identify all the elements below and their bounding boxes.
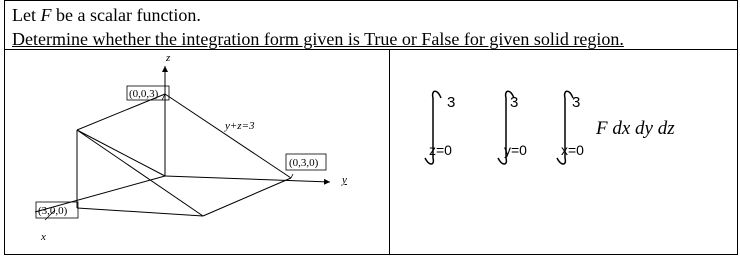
region-svg bbox=[5, 50, 390, 254]
y-axis-label: y bbox=[342, 174, 347, 186]
statement-prefix: Let bbox=[12, 5, 41, 25]
upper-limit-2: 3 bbox=[510, 94, 519, 111]
statement-var: F bbox=[40, 5, 52, 25]
edge-front-bottom bbox=[77, 208, 203, 216]
plane-label: y+z=3 bbox=[225, 120, 255, 132]
integrand: F dx dy dz bbox=[596, 118, 675, 139]
y-axis-line bbox=[165, 176, 330, 182]
edge-front-slope bbox=[77, 130, 203, 216]
problem-instruction: Determine whether the integration form given is True or False for given solid region. bbox=[12, 29, 624, 49]
upper-limit-3: 3 bbox=[572, 94, 581, 111]
edge-bottom-right bbox=[203, 178, 291, 216]
edge-inner bbox=[77, 130, 165, 176]
lower-limit-1: z=0 bbox=[429, 142, 452, 158]
x-axis-label: x bbox=[41, 231, 46, 243]
point-y-label: (0,3,0) bbox=[289, 157, 319, 169]
integral-expression bbox=[391, 50, 736, 254]
problem-statement bbox=[12, 4, 201, 26]
solid-region-diagram bbox=[5, 50, 390, 254]
lower-limit-3: x=0 bbox=[561, 142, 584, 158]
lower-limit-2: y=0 bbox=[504, 142, 527, 158]
z-axis-label: z bbox=[166, 52, 171, 64]
point-x-label: (3,0,0) bbox=[38, 205, 68, 217]
upper-limit-1: 3 bbox=[447, 94, 456, 111]
statement-suffix: be a scalar function. bbox=[51, 5, 201, 25]
callout-y bbox=[291, 174, 293, 178]
point-z-label: (0,0,3) bbox=[129, 88, 159, 100]
edge-top-right bbox=[165, 94, 291, 178]
